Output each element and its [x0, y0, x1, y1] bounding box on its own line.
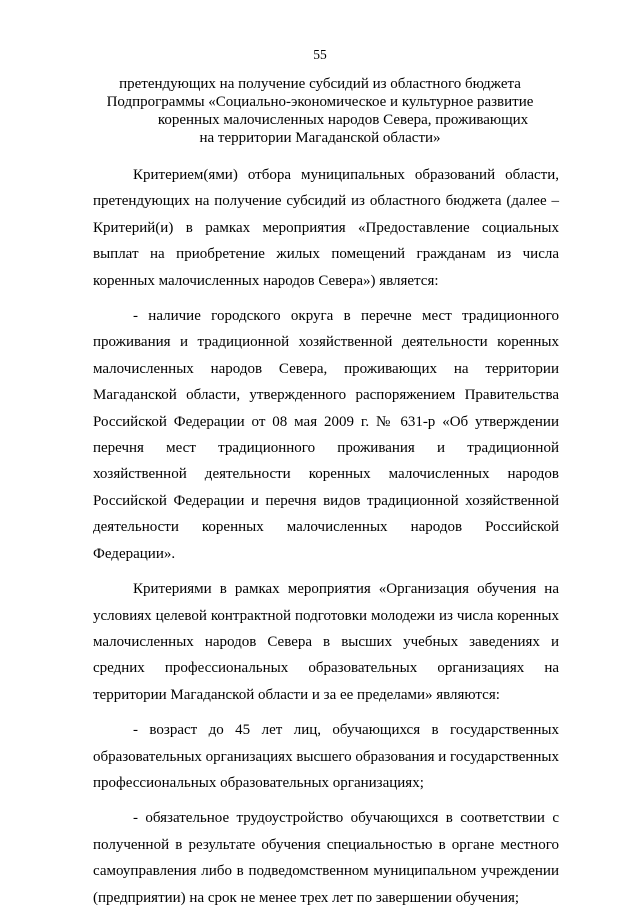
heading-line: Подпрограммы «Социально-экономическое и культурное развитие [106, 94, 534, 110]
paragraph-criteria-housing: Критерием(ями) отбора муниципальных образований области, претендующих на получение субсидий из областного бюджета (далее – Критерий(и) в рамках мероприятия «Предоставление социальных выплат на приобретение жилых помещений гражданам из числа коренных малочисленных народов Севера») является: [93, 167, 559, 289]
paragraph-criterion-age: - возраст до 45 лет лиц, обучающихся в государственных образовательных организациях высшего образования и государственных профессиональных образовательных организациях; [93, 722, 559, 791]
heading-line: коренных малочисленных народов Севера, проживающих [157, 112, 529, 128]
heading-line: претендующих на получение субсидий из областного бюджета [119, 76, 521, 92]
page-number: 55 [313, 47, 327, 62]
paragraph-criteria-education: Критериями в рамках мероприятия «Организация обучения на условиях целевой контрактной подготовки молодежи из числа коренных малочисленных народов Севера в высших учебных заведениях и средних профессиональных образовательных организациях на территории Магаданской области и за ее пределами» являются: [93, 581, 559, 703]
heading-line: на территории Магаданской области» [199, 130, 441, 146]
document-body [93, 162, 559, 911]
paragraph-criterion-employment: - обязательное трудоустройство обучающихся в соответствии с полученной в результате обучения специальностью в органе местного самоуправления либо в подведомственном муниципальном учреждении (предприятии) на срок не менее трех лет по завершении обучения; [93, 810, 559, 906]
section-heading [80, 75, 560, 147]
paragraph-criterion-district-list: - наличие городского округа в перечне мест традиционного проживания и традиционной хозяйственной деятельности коренных малочисленных народов Севера, проживающих на территории Магаданской области, утвержденного распоряжением Правительства Российской Федерации от 08 мая 2009 г. № 631-р «Об утверждении перечня мест традиционного проживания и традиционной хозяйственной деятельности коренных малочисленных народов Российской Федерации и перечня видов традиционной хозяйственной деятельности коренных малочисленных народов Российской Федерации». [93, 308, 559, 562]
